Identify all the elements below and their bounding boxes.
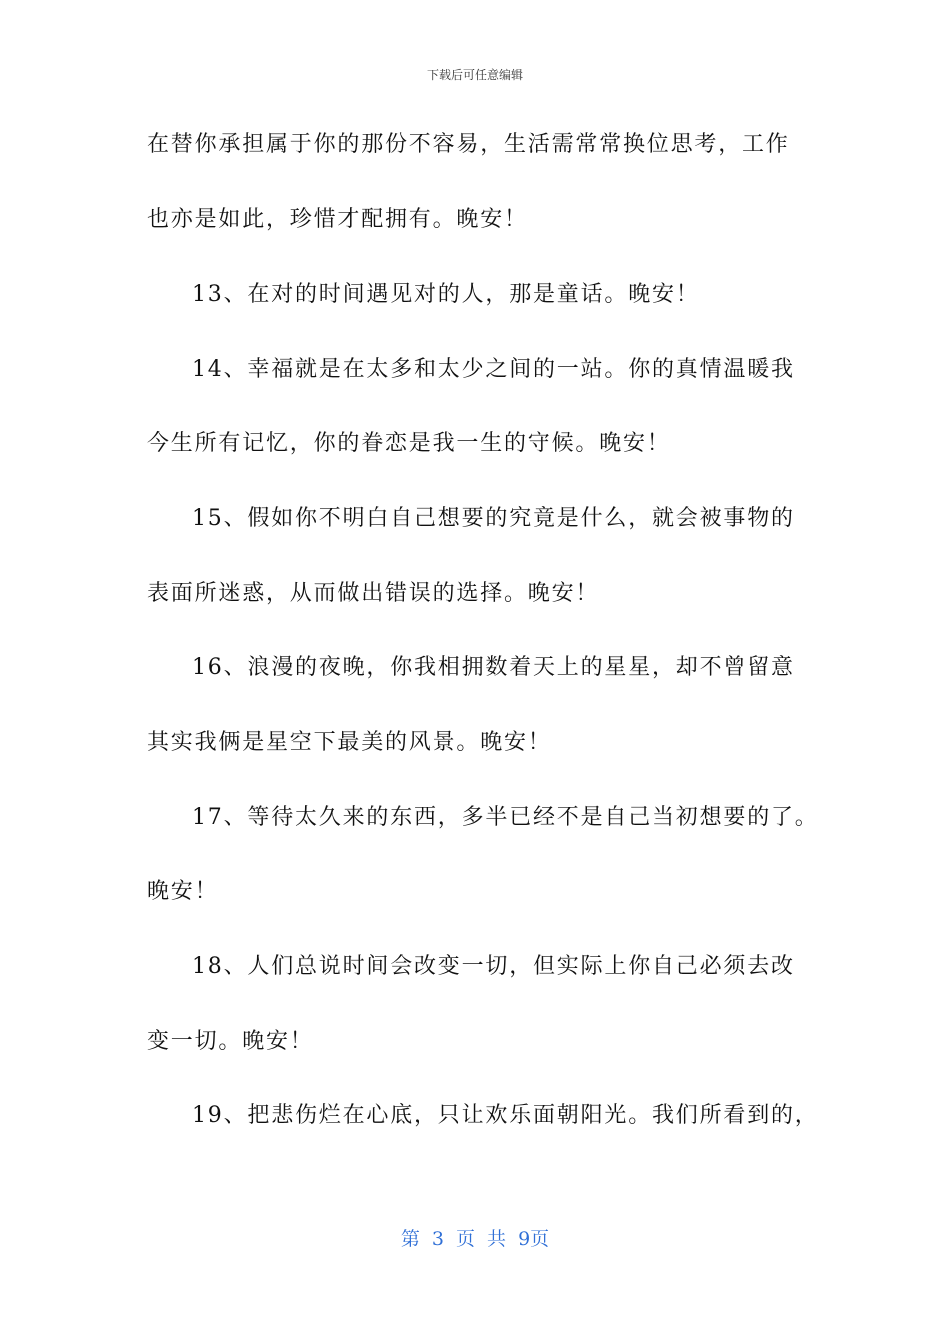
text-line: 19、把悲伤烂在心底，只让欢乐面朝阳光。我们所看到的， [192, 1103, 819, 1128]
text-line: 13、在对的时间遇见对的人，那是童话。晚安！ [192, 282, 700, 307]
text-line: 18、人们总说时间会改变一切，但实际上你自己必须去改 [192, 954, 795, 979]
header-note: 下载后可任意编辑 [426, 68, 523, 82]
text-line: 15、假如你不明白自己想要的究竟是什么，就会被事物的 [192, 506, 795, 531]
text-line: 也亦是如此，珍惜才配拥有。晚安！ [147, 207, 528, 232]
text-line: 其实我俩是星空下最美的风景。晚安！ [147, 730, 552, 755]
text-line: 表面所迷惑，从而做出错误的选择。晚安！ [147, 581, 600, 606]
page-number: 第 3 页 共 9页 [400, 1228, 550, 1250]
text-line: 16、浪漫的夜晚，你我相拥数着天上的星星，却不曾留意 [192, 655, 795, 680]
text-line: 在替你承担属于你的那份不容易，生活需常常换位思考，工作 [147, 132, 790, 157]
text-line: 14、幸福就是在太多和太少之间的一站。你的真情温暖我 [192, 357, 795, 382]
text-line: 17、等待太久来的东西，多半已经不是自己当初想要的了。 [192, 805, 819, 830]
text-line: 今生所有记忆，你的眷恋是我一生的守候。晚安！ [147, 431, 671, 456]
text-line: 变一切。晚安！ [147, 1029, 314, 1054]
text-line: 晚安！ [147, 879, 219, 904]
